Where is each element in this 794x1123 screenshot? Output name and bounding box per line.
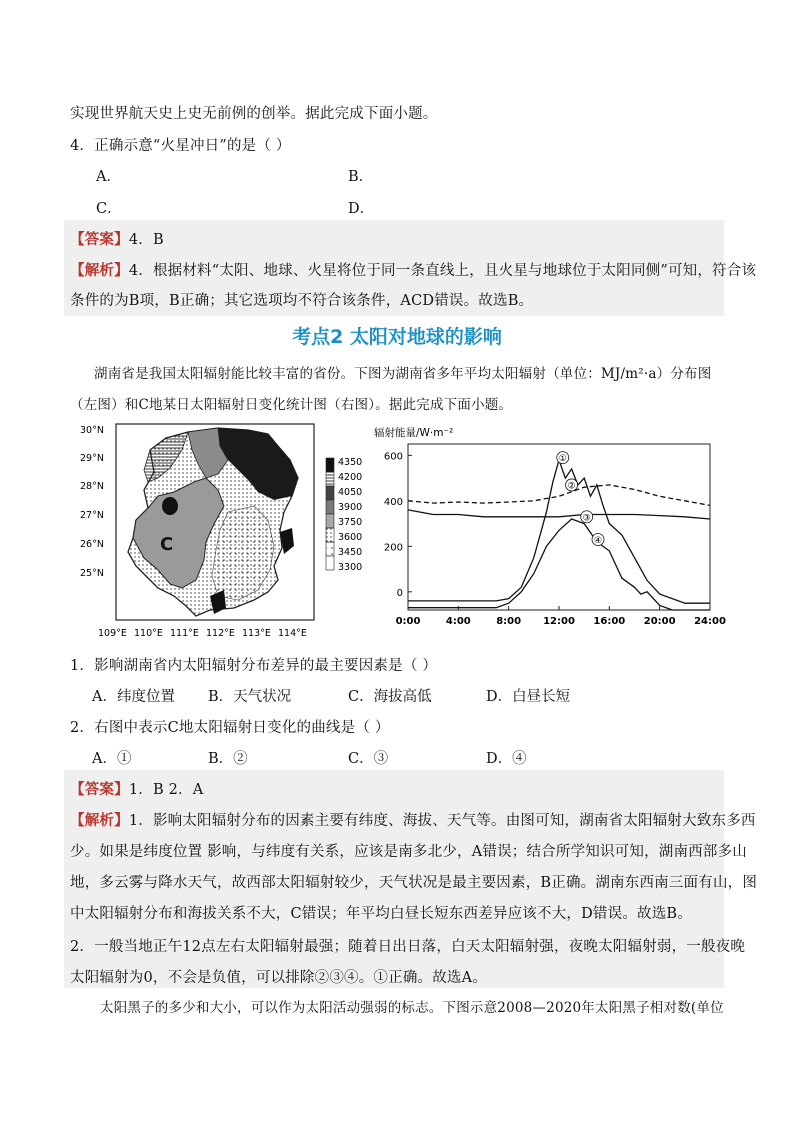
chart-frame: [408, 444, 710, 610]
answer-tag: 【答案】: [70, 231, 129, 248]
answer-text: 4．B: [128, 232, 164, 248]
y-tick-label: 200: [383, 542, 403, 554]
q4-answer: [70, 228, 164, 249]
hunan-radiation-map: [78, 420, 368, 645]
x-tick-label: 4:00: [445, 616, 471, 627]
answers2-analysis-line2: 少。如果是纬度位置 影响，与纬度有关系，应该是南多北少，A错误；结合所学知识可知，湖南西部多山: [70, 844, 747, 860]
legend-value: 3450: [338, 547, 363, 558]
x-tick-label: 20:00: [643, 616, 676, 627]
analysis-text: 1．影响太阳辐射分布的因素主要有纬度、海拔、天气等。由图可知，湖南省太阳辐射大致东多西: [128, 813, 756, 829]
answers2-analysis-line1: [70, 809, 756, 830]
section-title: 考点2 太阳对地球的影响: [292, 326, 502, 348]
legend-swatch: [326, 500, 334, 514]
q1-option-b: B．天气状况: [208, 689, 292, 705]
legend-value: 4200: [338, 472, 363, 483]
lat-label: 28°N: [80, 481, 104, 492]
x-tick-label: 16:00: [593, 616, 626, 627]
lon-label: 109°E: [98, 628, 127, 639]
q4-analysis-line1: [70, 259, 756, 280]
radiation-daily-chart: [372, 420, 726, 632]
q4-option-c: C．: [96, 201, 122, 217]
legend-swatch: [326, 528, 334, 542]
legend-swatch: [326, 514, 334, 528]
legend-swatch: [326, 472, 334, 486]
series-label: ③: [582, 513, 591, 524]
analysis-text: 4．根据材料“太阳、地球、火星将位于同一条直线上，且火星与地球位于太阳同侧”可知，符合该: [128, 263, 757, 279]
q1-option-c: C．海拔高低: [348, 689, 432, 705]
lat-label: 26°N: [80, 539, 104, 550]
q4-option-a: A．: [96, 169, 121, 185]
lon-label: 113°E: [242, 628, 271, 639]
q1-option-a: A．纬度位置: [92, 689, 175, 705]
analysis-tag: 【解析】: [70, 812, 129, 829]
y-tick-label: 600: [383, 451, 403, 463]
intro-line1: 湖南省是我国太阳辐射能比较丰富的省份。下图为湖南省多年平均太阳辐射（单位：MJ/m²·a）分布图: [94, 366, 712, 382]
series-line-3: [408, 510, 710, 519]
answer-tag: 【答案】: [70, 781, 129, 798]
q4-question: 4．正确示意“火星冲日”的是（ ）: [70, 138, 291, 154]
legend-value: 3600: [338, 532, 363, 543]
answers2-analysis-line5: 2．一般当地正午12点左右太阳辐射最强；随着日出日落，白天太阳辐射强，夜晚太阳辐射弱，一般夜晚: [70, 939, 746, 955]
answer-text: 1．B 2．A: [128, 782, 204, 798]
chart-ylabel: 辐射能量/W·m⁻²: [374, 427, 454, 439]
q4-intro-tail: 实现世界航天史上史无前例的创举。据此完成下面小题。: [70, 106, 438, 122]
intro-line2: （左图）和C地某日太阳辐射日变化统计图（右图）。据此完成下面小题。: [70, 397, 513, 413]
lat-label: 30°N: [80, 425, 104, 436]
legend-swatch: [326, 458, 334, 472]
x-tick-label: 8:00: [496, 616, 522, 627]
answers2-answer: [70, 778, 203, 799]
series-label: ①: [558, 454, 567, 465]
x-tick-label: 24:00: [694, 616, 726, 627]
q4-analysis-line2: 条件的为B项，B正确；其它选项均不符合该条件，ACD错误。故选B。: [70, 293, 534, 309]
q1-option-d: D．白昼长短: [486, 689, 571, 705]
q4-option-d: D．: [348, 201, 375, 217]
legend-value: 3900: [338, 502, 363, 513]
lon-label: 110°E: [134, 628, 163, 639]
series-label: ④: [593, 536, 603, 547]
lon-label: 111°E: [170, 628, 199, 639]
q1-question: 1．影响湖南省内太阳辐射分布差异的最主要因素是（ ）: [70, 658, 438, 674]
lat-label: 25°N: [80, 568, 104, 579]
legend-value: 4050: [338, 487, 363, 498]
lat-label: 29°N: [80, 453, 104, 464]
legend-value: 3750: [338, 517, 363, 528]
analysis-tag: 【解析】: [70, 262, 129, 279]
footer-text: 太阳黑子的多少和大小，可以作为太阳活动强弱的标志。下图示意2008—2020年太阳黑子相对数(单位: [100, 1000, 724, 1016]
legend-swatch: [326, 556, 334, 570]
answers2-analysis-line3: 地，多云雾与降水天气，故西部太阳辐射较少，天气状况是最主要因素，B正确。湖南东西南三面有山，图: [70, 875, 758, 891]
map-c-label: C: [160, 534, 174, 555]
legend-swatch: [326, 486, 334, 500]
lon-label: 112°E: [206, 628, 235, 639]
q4-option-b: B．: [348, 169, 374, 185]
q2-question: 2．右图中表示C地太阳辐射日变化的曲线是（ ）: [70, 720, 390, 736]
answers2-analysis-line6: 太阳辐射为0，不会是负值，可以排除②③④。①正确。故选A。: [70, 970, 487, 986]
series-label: ②: [567, 481, 576, 492]
lat-label: 27°N: [80, 510, 104, 521]
q2-option-b: B．②: [208, 751, 248, 767]
q2-option-c: C．③: [348, 751, 389, 767]
q2-option-a: A．①: [92, 751, 132, 767]
x-tick-label: 0:00: [395, 616, 421, 627]
legend-value: 3300: [338, 562, 363, 573]
answers2-analysis-line4: 中太阳辐射分布和海拔关系不大，C错误；年平均白昼长短东西差异应该不大，D错误。故选B。: [70, 906, 692, 922]
legend-value: 4350: [338, 457, 363, 468]
series-line-1: [408, 460, 710, 603]
series-line-2: [408, 485, 710, 506]
x-tick-label: 12:00: [543, 616, 575, 627]
lon-label: 114°E: [278, 628, 307, 639]
legend-swatch: [326, 542, 334, 556]
y-tick-label: 0: [396, 587, 403, 599]
q2-option-d: D．④: [486, 751, 527, 767]
y-tick-label: 400: [383, 496, 403, 508]
